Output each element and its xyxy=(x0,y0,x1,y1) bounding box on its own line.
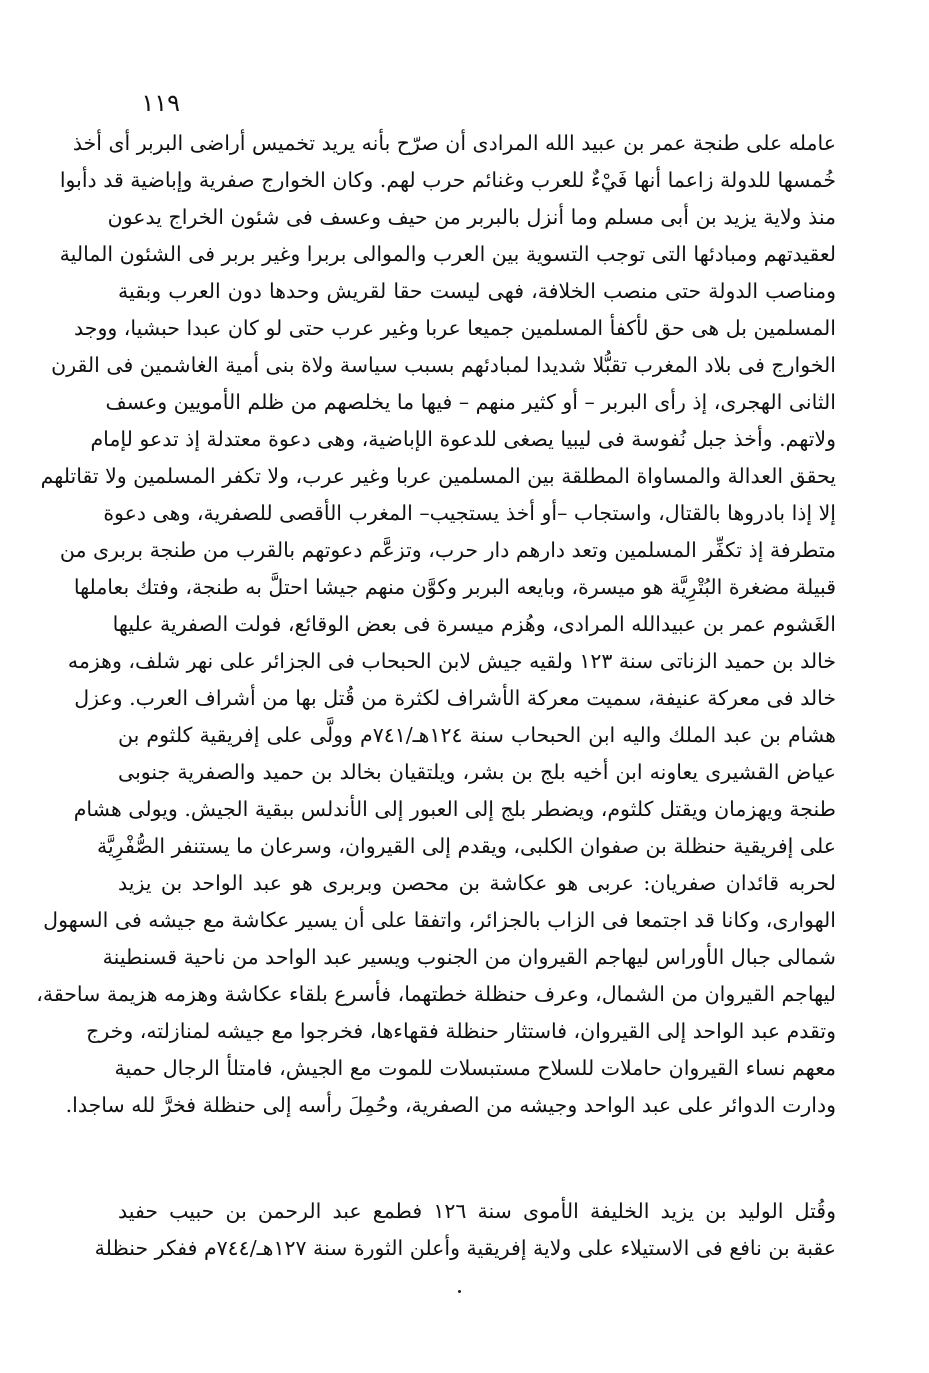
text-line: منذ ولاية يزيد بن أبى مسلم وما أنزل بالبربر من حيف وعسف فى شئون الخراج يدعون xyxy=(107,205,836,229)
text-line: لعقيدتهم ومبادئها التى توجب التسوية بين العرب والموالى بربرا وغير بربر فى الشئون المالية xyxy=(59,242,836,266)
text-line: على إفريقية حنظلة بن صفوان الكلبى، ويقدم إلى القيروان، وسرعان ما يستنفر الصُّفْرِيَّة xyxy=(96,834,836,858)
text-line: شمالى جبال الأوراس ليهاجم القيروان من الجنوب ويسير عبد الواحد من ناحية قسنطينة xyxy=(102,945,836,969)
text-line: عياض القشيرى يعاونه ابن أخيه بلج بن بشر، ويلتقيان بخالد بن حميد والصفرية جنوبى xyxy=(118,760,836,784)
text-line: ومناصب الدولة حتى منصب الخلافة، فهى ليست حقا لقريش وحدها دون العرب وبقية xyxy=(118,279,836,303)
paragraph-2 xyxy=(94,1193,836,1267)
ink-dot xyxy=(458,1290,461,1293)
text-line: طنجة ويهزمان ويقتل كلثوم، ويضطر بلج إلى العبور إلى الأندلس ببقية الجيش. ويولى هشام xyxy=(73,797,836,821)
text-line: خُمسها للدولة زاعما أنها فَيْءٌ للعرب وغنائم حرب لهم. وكان الخوارج صفرية وإباضية قد دأبوا xyxy=(59,168,836,192)
text-line: قبيلة مضغرة البُتْرِيَّة هو ميسرة، وبايعه البربر وكوَّن منهم جيشا احتلَّ به طنجة، وفتك بعاملها xyxy=(73,575,836,599)
page-number: ١١٩ xyxy=(141,89,180,117)
text-line: متطرفة إذ تكفِّر المسلمين وتعد دارهم دار حرب، وتزعَّم دعوتهم بالقرب من طنجة بربرى من xyxy=(59,538,836,562)
text-line: عامله على طنجة عمر بن عبيد الله المرادى أن صرّح بأنه يريد تخميس أراضى البربر أى أخذ xyxy=(72,131,836,155)
text-line: ولاتهم. وأخذ جبل نُفوسة فى ليبيا يصغى للدعوة الإباضية، وهى دعوة معتدلة إذ تدعو لإمام xyxy=(90,427,836,451)
text-line: الهوارى، وكانا قد اجتمعا فى الزاب بالجزائر، واتفقا على أن يسير عكاشة مع جيشه فى السهول xyxy=(43,908,836,932)
text-line: ليهاجم القيروان من الشمال، وعرف حنظلة خطتهما، فأسرع بلقاء عكاشة وهزمه هزيمة ساحقة، xyxy=(36,982,836,1006)
text-line: عقبة بن نافع فى الاستيلاء على ولاية إفريقية وأعلن الثورة سنة ١٢٧هـ/٧٤٤م ففكر حنظلة xyxy=(94,1236,836,1260)
text-line: معهم نساء القيروان حاملات للسلاح مستبسلات للموت مع الجيش، فامتلأ الرجال حمية xyxy=(114,1056,836,1080)
text-line: الغَشوم عمر بن عبيدالله المرادى، وهُزم ميسرة فى بعض الوقائع، فولت الصفرية عليها xyxy=(112,612,836,636)
text-line: لحربه قائدان صفريان: عربى هو عكاشة بن محصن وبربرى هو عبد الواحد بن يزيد xyxy=(118,871,836,895)
paragraph-1 xyxy=(36,125,836,1124)
text-line: المسلمين بل هى حق لأكفأ المسلمين جميعا عربا وغير عرب حتى لو كان عبدا حبشيا، ووجد xyxy=(74,316,836,340)
text-line: وقُتل الوليد بن يزيد الخليفة الأموى سنة ١٢٦ فطمع عبد الرحمن بن حبيب حفيد xyxy=(118,1199,836,1223)
text-line: يحقق العدالة والمساواة المطلقة بين المسلمين عربا وغير عرب، ولا تكفر المسلمين ولا تقاتلهم xyxy=(40,464,836,488)
text-line: إلا إذا بادروها بالقتال، واستجاب –أو أخذ يستجيب– المغرب الأقصى للصفرية، وهى دعوة xyxy=(103,501,836,525)
text-line: خالد بن حميد الزناتى سنة ١٢٣ ولقيه جيش لابن الحبحاب فى الجزائر على نهر شلف، وهزمه xyxy=(67,649,836,673)
text-line: هشام بن عبد الملك واليه ابن الحبحاب سنة ١٢٤هـ/٧٤١م وولَّى على إفريقية كلثوم بن xyxy=(118,723,836,747)
text-line: ودارت الدوائر على عبد الواحد وجيشه من الصفرية، وحُمِلَ رأسه إلى حنظلة فخرَّ لله ساجدا. xyxy=(65,1093,836,1117)
text-line: وتقدم عبد الواحد إلى القيروان، فاستثار حنظلة فقهاءها، فخرجوا مع جيشه لمنازلته، وخرج xyxy=(86,1019,836,1043)
text-line: خالد فى معركة عنيفة، سميت معركة الأشراف لكثرة من قُتل بها من أشراف العرب. وعزل xyxy=(74,686,836,710)
text-line: الخوارج فى بلاد المغرب تقبُّلا شديدا لمبادئهم بسبب سياسة ولاة بنى أمية الغاشمين فى القرن xyxy=(51,353,836,377)
text-line: الثانى الهجرى، إذ رأى البربر – أو كثير منهم – فيها ما يخلصهم من ظلم الأمويين وعسف xyxy=(105,390,836,414)
